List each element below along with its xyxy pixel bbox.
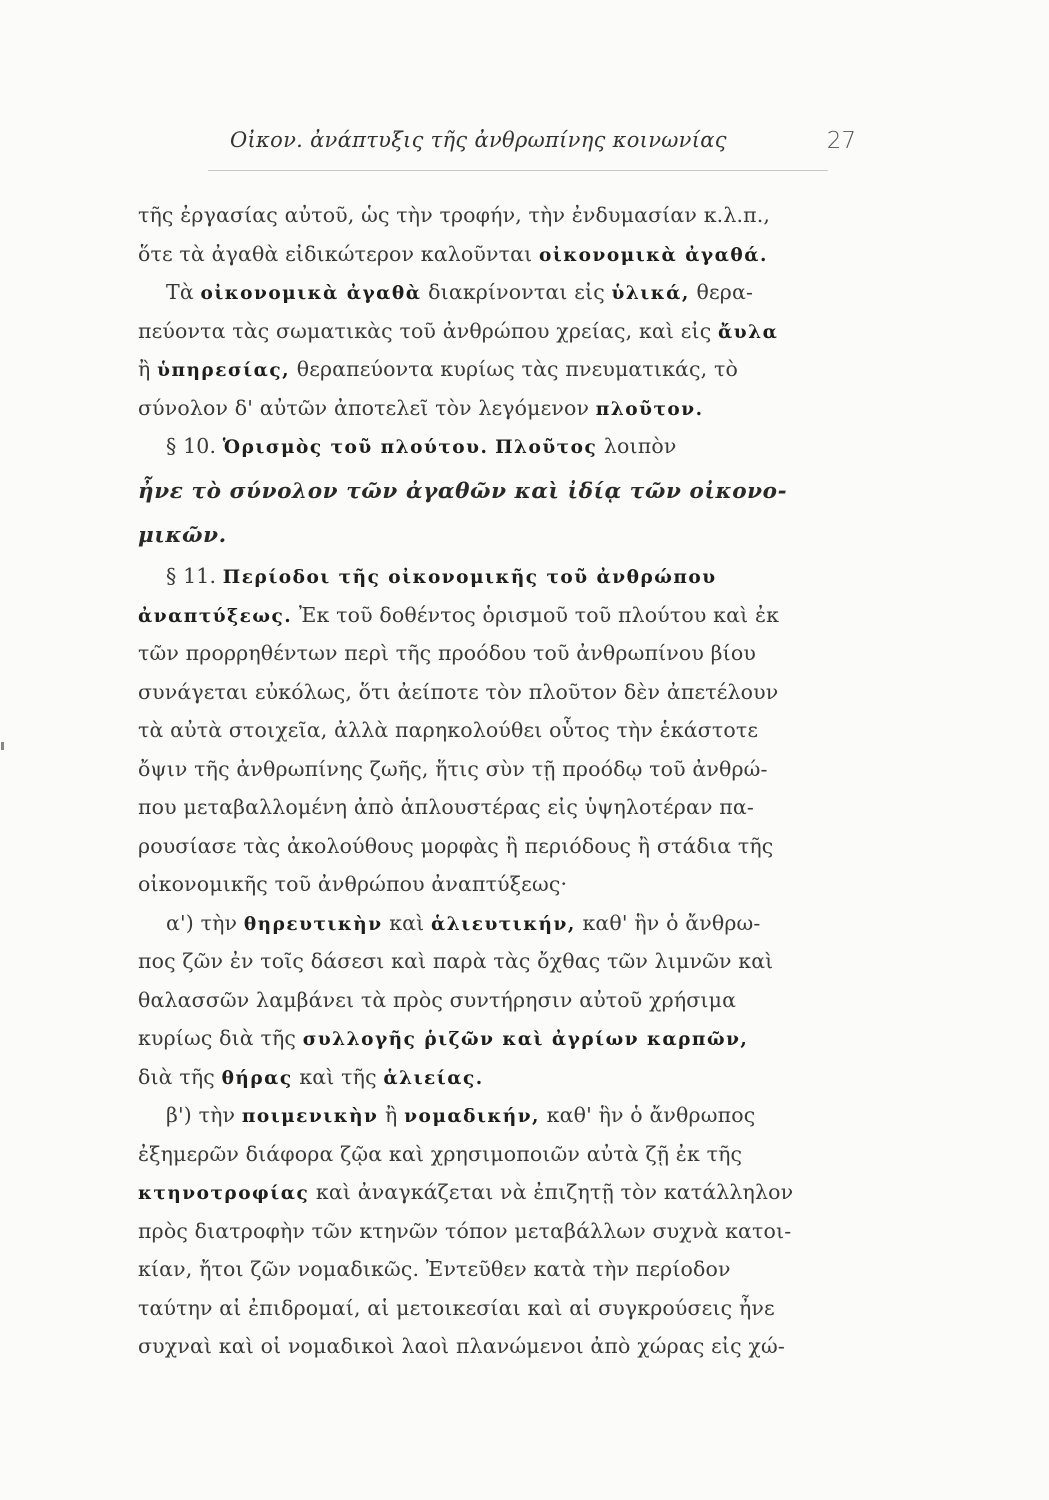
line-text: β') τὴν <box>166 1103 236 1127</box>
text-line <box>138 389 858 428</box>
scan-mark <box>1 742 4 750</box>
text-line <box>138 596 858 635</box>
line-text: καθ' ἣν ὁ ἄνθρωπος <box>546 1103 756 1127</box>
line-text: τῶν προρρηθέντων περὶ τῆς προόδου τοῦ ἀνθρωπίνου βίου <box>138 641 756 665</box>
text-line <box>138 1250 858 1289</box>
text-line <box>138 904 858 943</box>
line-text: πος ζῶν ἐν τοῖς δάσεσι καὶ παρὰ τὰς ὄχθας τῶν λιμνῶν καὶ <box>138 949 774 973</box>
line-text: διακρίνονται εἰς <box>428 280 605 304</box>
text-line <box>138 273 858 312</box>
line-text: λοιπὸν <box>603 434 677 458</box>
line-text: που μεταβαλλομένη ἀπὸ ἁπλουστέρας εἰς ὑψηλοτέραν πα- <box>138 795 754 819</box>
section-number: § 11. <box>166 564 217 588</box>
line-text: καθ' ἣν ὁ ἄνθρω- <box>582 910 761 935</box>
line-text: διὰ τῆς <box>138 1064 215 1089</box>
line-text: ἐξημερῶν διάφορα ζῷα καὶ χρησιμοποιῶν αὐτὰ ζῇ ἐκ τῆς <box>138 1141 743 1166</box>
text-line <box>138 1173 858 1212</box>
text-line <box>138 1058 858 1097</box>
text-line <box>138 1289 858 1328</box>
text-line <box>138 711 858 750</box>
text-line <box>138 750 858 789</box>
text-line <box>138 513 858 557</box>
line-text: τῆς ἐργασίας αὐτοῦ, ὡς τὴν τροφήν, τὴν ἐνδυμασίαν κ.λ.π., <box>138 203 771 227</box>
term-wealth: πλοῦτον. <box>595 398 704 420</box>
line-text: καὶ τῆς <box>299 1064 377 1089</box>
term-nomadic: νομαδικήν, <box>404 1106 540 1127</box>
term-pastoral: ποιμενικὴν <box>241 1106 379 1127</box>
text-line <box>138 235 858 274</box>
text-line <box>138 788 858 827</box>
line-text: ὅτε τὰ ἀγαθὰ εἰδικώτερον καλοῦνται <box>138 241 533 266</box>
text-line <box>138 634 858 673</box>
text-line <box>138 1212 858 1251</box>
definition-text: ἦνε τὸ σύνολον τῶν ἀγαθῶν καὶ ἰδίᾳ τῶν οἰκονο- <box>138 479 788 504</box>
text-line <box>138 1135 858 1174</box>
line-text: οἰκονομικῆς τοῦ ἀνθρώπου ἀναπτύξεως· <box>138 872 568 896</box>
term-economic-goods: οἰκονομικὰ ἀγαθά. <box>538 244 768 266</box>
line-text: ἢ <box>385 1103 398 1127</box>
line-text: θερα- <box>696 280 754 304</box>
line-text: ρουσίασε τὰς ἀκολούθους μορφὰς ἢ περιόδους ἢ στάδια τῆς <box>138 833 774 858</box>
term-wealth: Πλοῦτος <box>495 437 598 458</box>
text-line <box>138 673 858 712</box>
term-fishery: ἁλιείας. <box>383 1067 484 1089</box>
line-text: συνάγεται εὐκόλως, ὅτι ἀείποτε τὸν πλοῦτον δὲν ἀπετέλουν <box>138 679 779 704</box>
line-text: θεραπεύοντα κυρίως τὰς πνευματικάς, τὸ <box>296 357 738 381</box>
term-hunt: θήρας <box>221 1067 293 1089</box>
text-line <box>138 350 858 389</box>
text-line <box>138 827 858 866</box>
line-text: καὶ <box>389 910 425 935</box>
term-animal-husbandry: κτηνοτροφίας <box>138 1183 310 1204</box>
page-number: 27 <box>826 128 856 154</box>
term-services: ὑπηρεσίας, <box>157 360 291 381</box>
section-10-heading <box>138 427 858 469</box>
term-immaterial: ἄυλα <box>718 321 779 343</box>
text-line <box>138 469 858 513</box>
line-text: κυρίως διὰ τῆς <box>138 1026 297 1050</box>
line-text: Τὰ <box>166 280 194 304</box>
line-text: θαλασσῶν λαμβάνει τὰ πρὸς συντήρησιν αὐτοῦ χρήσιμα <box>138 987 737 1012</box>
term-hunting: θηρευτικὴν <box>243 913 383 935</box>
text-line <box>138 865 858 904</box>
text-line <box>138 312 858 351</box>
text-line <box>138 196 858 235</box>
definition-text: μικῶν. <box>138 523 227 548</box>
line-text: Ἐκ τοῦ δοθέντος ὁρισμοῦ τοῦ πλούτου καὶ ἐκ <box>298 602 780 627</box>
line-text: κίαν, ἤτοι ζῶν νομαδικῶς. Ἐντεῦθεν κατὰ τὴν περίοδον <box>138 1257 731 1281</box>
text-line <box>138 1019 858 1058</box>
header-rule <box>208 170 828 171</box>
body-text <box>138 196 858 1366</box>
text-line <box>138 1096 858 1135</box>
term-fishing: ἁλιευτικήν, <box>431 913 576 935</box>
line-text: πεύοντα τὰς σωματικὰς τοῦ ἀνθρώπου χρείας, καὶ εἰς <box>138 318 712 343</box>
section-title: ἀναπτύξεως. <box>138 605 293 627</box>
page-header <box>138 128 858 168</box>
section-11-heading <box>138 557 858 596</box>
line-text: τὰ αὐτὰ στοιχεῖα, ἀλλὰ παρηκολούθει οὗτος τὴν ἑκάστοτε <box>138 718 759 742</box>
text-line <box>138 981 858 1020</box>
line-text: καὶ ἀναγκάζεται νὰ ἐπιζητῇ τὸν κατάλληλον <box>315 1180 794 1204</box>
text-line <box>138 942 858 981</box>
section-title: Περίοδοι τῆς οἰκονομικῆς τοῦ ἀνθρώπου <box>222 567 717 588</box>
running-head: Οἰκον. ἀνάπτυξις τῆς ἀνθρωπίνης κοινωνίας <box>230 128 727 152</box>
line-text: συχναὶ καὶ οἱ νομαδικοὶ λαοὶ πλανώμενοι ἀπὸ χώρας εἰς χώ- <box>138 1334 785 1358</box>
line-text: σύνολον δ' αὐτῶν ἀποτελεῖ τὸν λεγόμενον <box>138 395 590 420</box>
line-text: πρὸς διατροφὴν τῶν κτηνῶν τόπον μεταβάλλων συχνὰ κατοι- <box>138 1218 792 1243</box>
line-text: α') τὴν <box>166 910 238 935</box>
term-economic-goods: οἰκονομικὰ ἀγαθὰ <box>200 283 422 304</box>
term-material: ὑλικά, <box>611 283 690 304</box>
section-title: Ὁρισμὸς τοῦ πλούτου. <box>222 437 489 458</box>
term-gathering: συλλογῆς ῥιζῶν καὶ ἀγρίων καρπῶν, <box>302 1029 749 1050</box>
text-line <box>138 1327 858 1366</box>
line-text: ὄψιν τῆς ἀνθρωπίνης ζωῆς, ἥτις σὺν τῇ προόδῳ τοῦ ἀνθρώ- <box>138 756 768 781</box>
line-text: ἢ <box>138 357 151 381</box>
section-number: § 10. <box>166 434 217 458</box>
line-text: ταύτην αἱ ἐπιδρομαί, αἱ μετοικεσίαι καὶ αἱ συγκρούσεις ἦνε <box>138 1295 775 1320</box>
